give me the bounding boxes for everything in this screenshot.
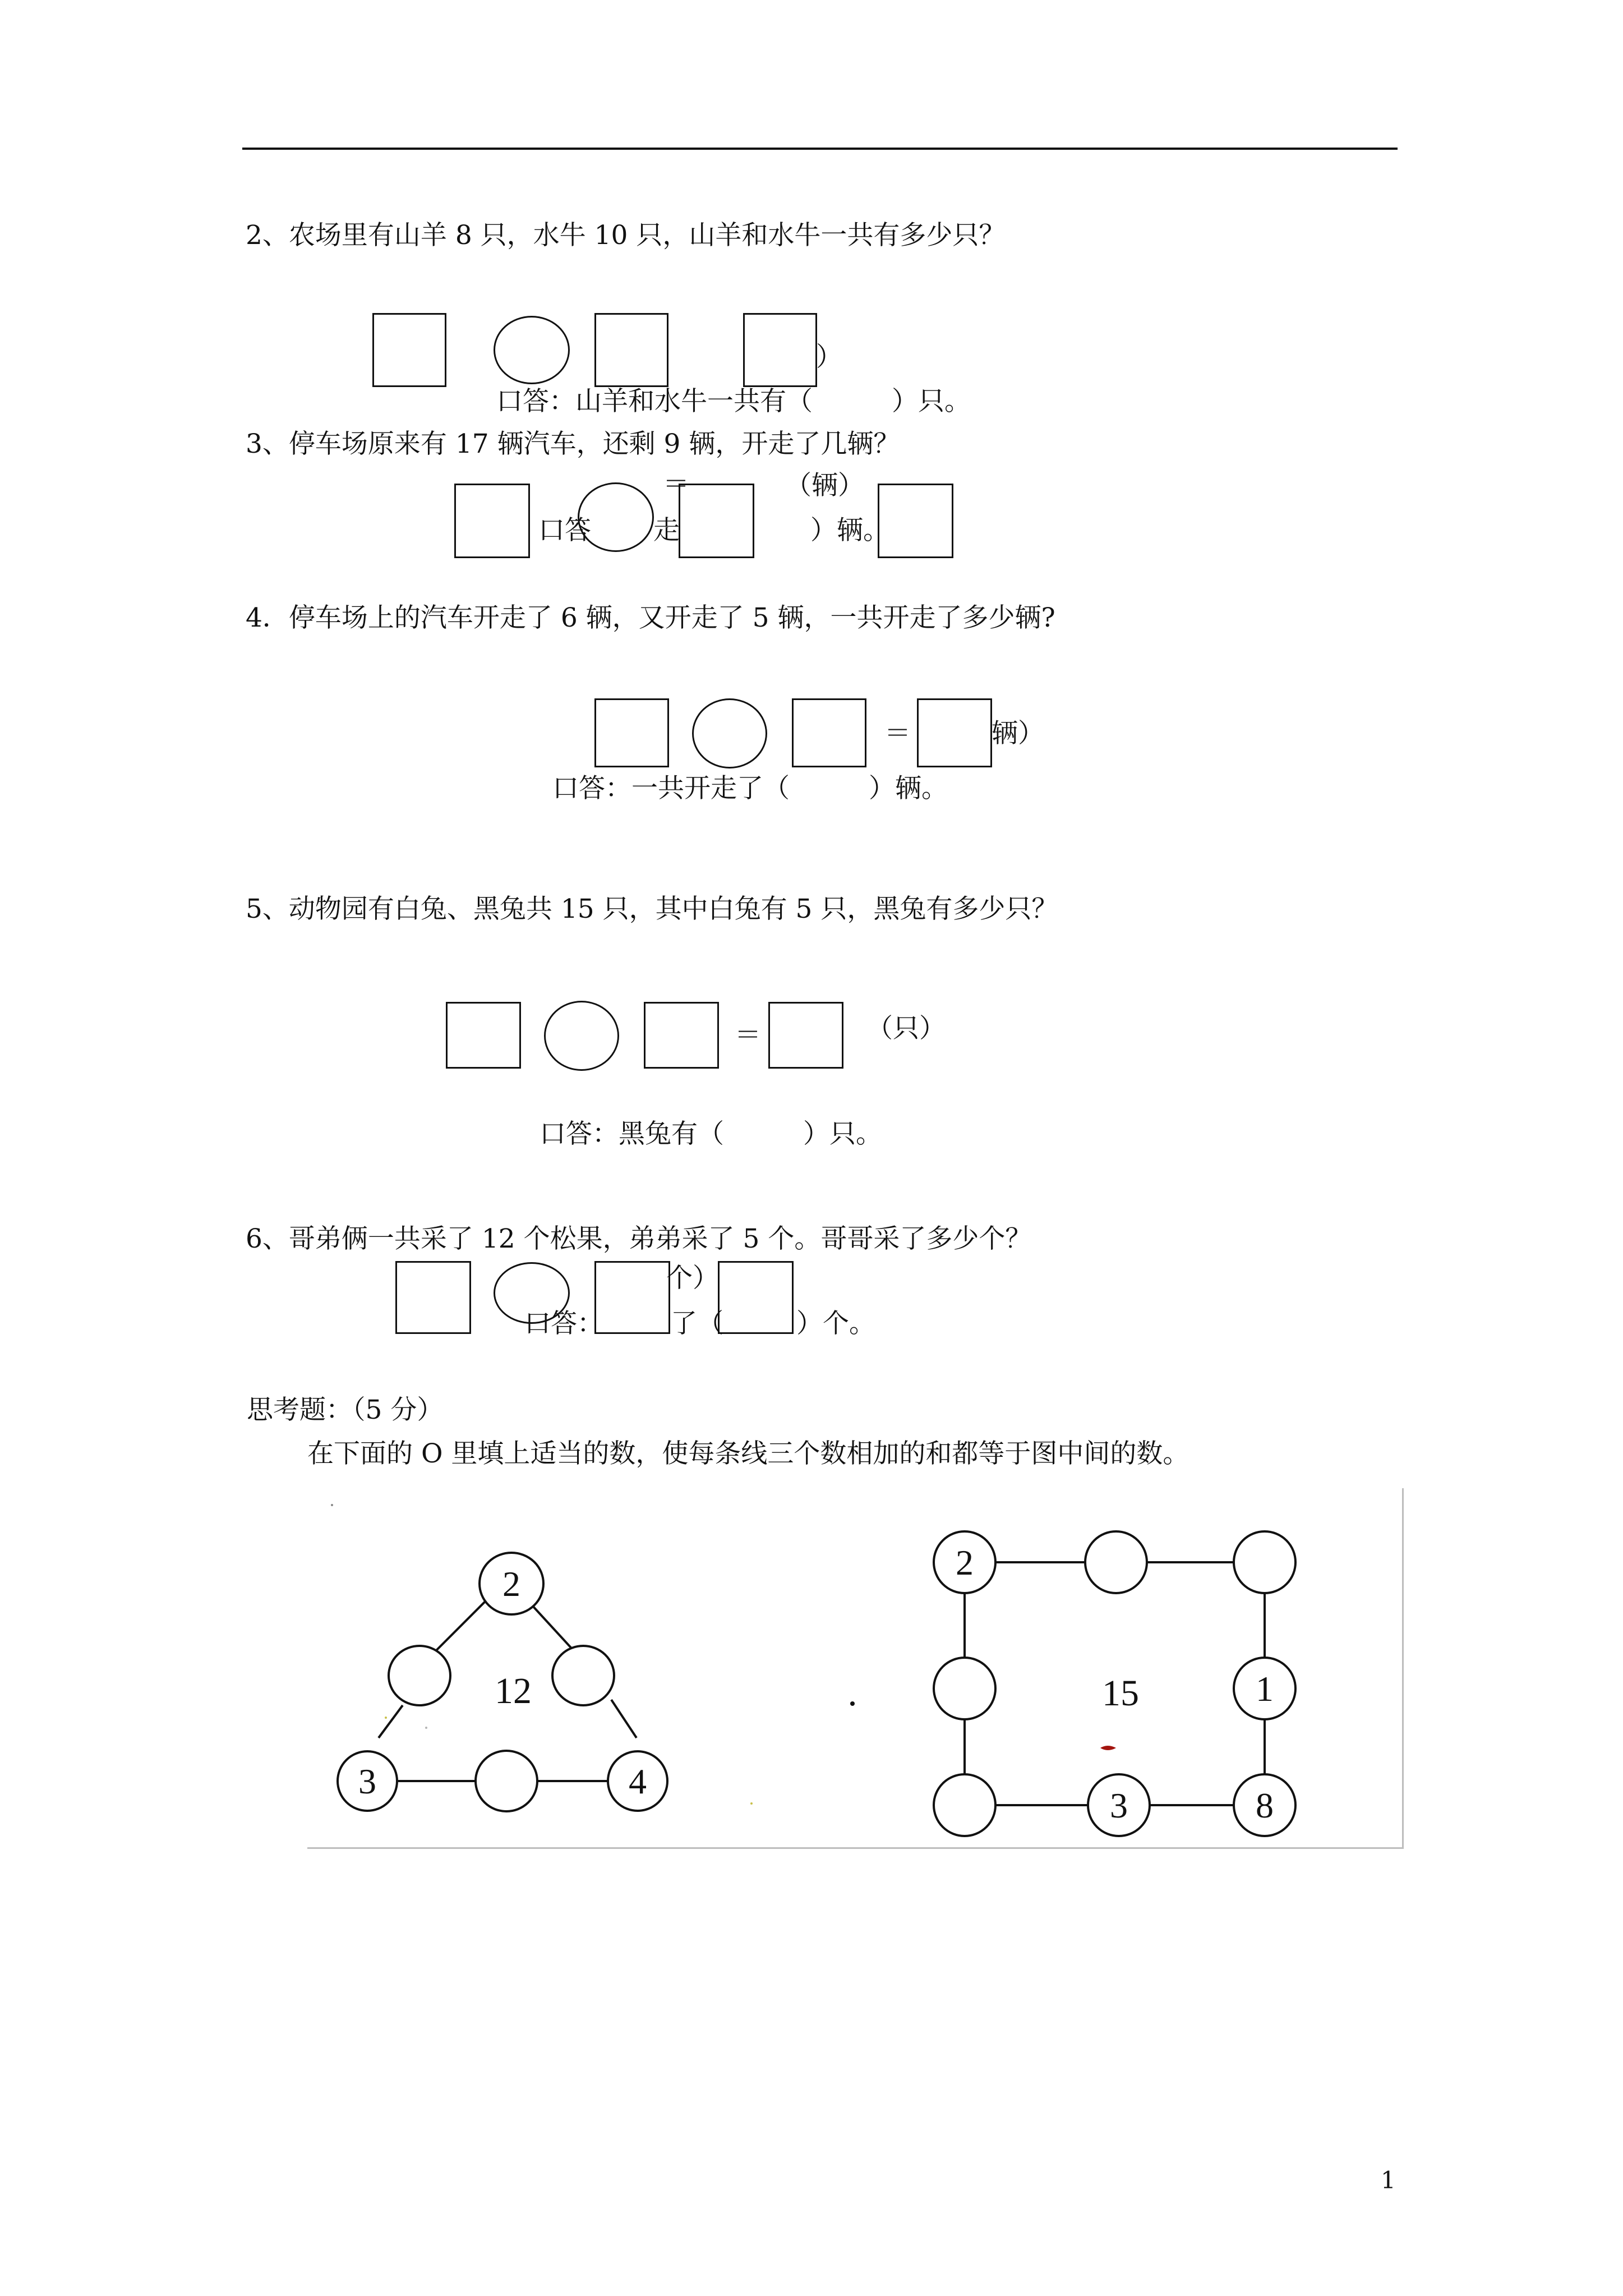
q5-answer-line: 口答：黑兔有（ ）只。 — [540, 1119, 882, 1149]
question-6-text: 6、哥弟俩一共采了 12 个松果，弟弟采了 5 个。哥哥采了多少个？ — [246, 1223, 1032, 1254]
square-node-top-right[interactable] — [1234, 1531, 1295, 1593]
square-node-bottom-left[interactable] — [934, 1774, 995, 1836]
q6-answer-fragment-a: 口答： — [524, 1308, 603, 1339]
q3-unit: （辆） — [785, 470, 864, 501]
triangle-node-right[interactable] — [552, 1646, 614, 1705]
square-label-top-left: 2 — [956, 1543, 974, 1582]
triangle-edge-right-lower — [611, 1700, 637, 1738]
speck-1 — [331, 1504, 333, 1506]
q3-answer-fragment-b: 走 — [653, 515, 680, 546]
think-title: 思考题：（5 分） — [247, 1395, 444, 1425]
red-mark — [1100, 1746, 1116, 1750]
q2-answer-line: 口答：山羊和水牛一共有（ ）只。 — [496, 386, 971, 417]
square-label-bottom-right: 8 — [1256, 1786, 1274, 1825]
q6-unit-fragment: 个） — [666, 1263, 719, 1294]
q6-answer-fragment-c: ）个。 — [796, 1308, 875, 1339]
square-label-bottom-mid: 3 — [1110, 1786, 1128, 1825]
think-instruction: 在下面的 O 里填上适当的数，使每条线三个数相加的和都等于图中间的数。 — [307, 1438, 1189, 1469]
square-node-mid-left[interactable] — [934, 1658, 995, 1719]
triangle-label-bottom-right: 4 — [629, 1761, 647, 1801]
q4-answer-line: 口答：一共开走了（ ）辆。 — [552, 773, 948, 804]
q3-answer-fragment-a: 口答 — [538, 515, 591, 546]
square-node-top-mid[interactable] — [1085, 1531, 1147, 1593]
triangle-node-bottom-mid[interactable] — [476, 1751, 537, 1811]
page-number: 1 — [1381, 2166, 1396, 2194]
triangle-label-bottom-left: 3 — [358, 1761, 376, 1801]
speck-4 — [425, 1727, 427, 1729]
speck-2 — [385, 1717, 387, 1719]
question-5-text: 5、动物园有白兔、黑兔共 15 只，其中白兔有 5 只，黑兔有多少只？ — [246, 894, 1058, 924]
q4-unit-fragment: 辆） — [992, 718, 1044, 749]
square-label-mid-right: 1 — [1256, 1669, 1274, 1709]
q4-equals-sign: ＝ — [884, 718, 911, 749]
question-3-text: 3、停车场原来有 17 辆汽车，还剩 9 辆，开走了几辆？ — [246, 429, 900, 459]
square-center-number: 15 — [1102, 1673, 1139, 1714]
triangle-center-number: 12 — [495, 1671, 532, 1711]
q2-unit-fragment: ） — [816, 342, 842, 372]
question-4-text: 4．停车场上的汽车开走了 6 辆，又开走了 5 辆，一共开走了多少辆? — [246, 602, 1055, 633]
triangle-node-left[interactable] — [389, 1646, 450, 1705]
question-2-text: 2、农场里有山羊 8 只，水牛 10 只，山羊和水牛一共有多少只？ — [246, 220, 1006, 251]
q5-equals-sign: ＝ — [735, 1020, 761, 1051]
q3-equals-fragment: ＝ — [663, 469, 689, 500]
q6-answer-fragment-b: 了（ — [671, 1308, 723, 1339]
stray-dot — [850, 1701, 855, 1706]
q5-unit: （只） — [866, 1013, 946, 1044]
speck-3 — [750, 1802, 753, 1805]
triangle-label-top: 2 — [502, 1564, 520, 1604]
triangle-edge-left-lower — [379, 1705, 403, 1738]
q3-answer-fragment-c: ）辆。 — [810, 515, 889, 546]
